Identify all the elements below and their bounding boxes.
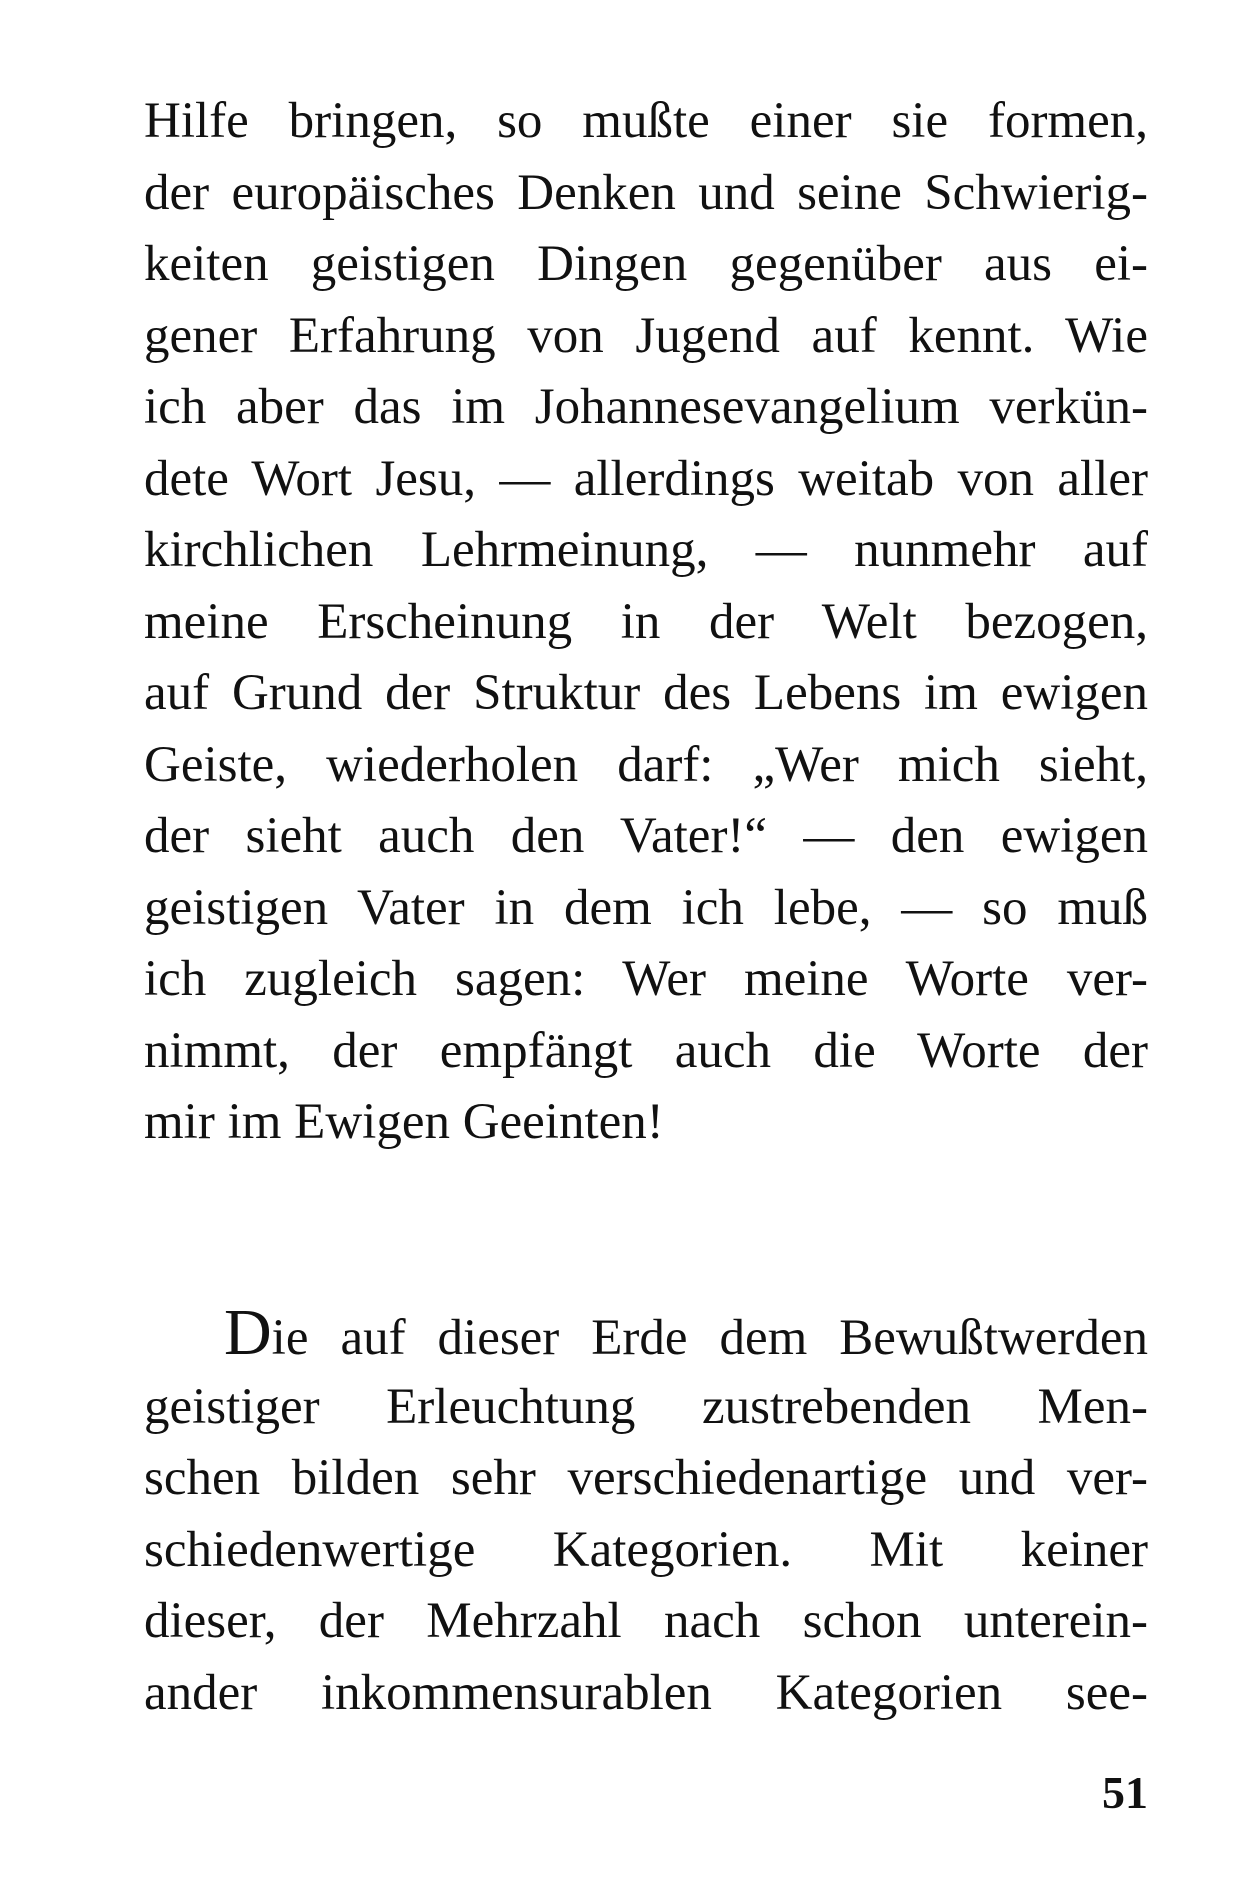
text-line: dieser, der Mehrzahl nach schon unterein- xyxy=(144,1593,1148,1649)
text-line: ich zugleich sagen: Wer meine Worte ver- xyxy=(144,951,1148,1007)
text-line: Hilfe bringen, so mußte einer sie formen, xyxy=(144,93,1148,149)
text-line: schiedenwertige Kategorien. Mit keiner xyxy=(144,1521,1148,1578)
text-line: kirchlichen Lehrmeinung, — nunmehr auf xyxy=(144,522,1148,578)
text-line: schen bilden sehr verschiedenartige und ver- xyxy=(144,1450,1148,1506)
text-line: gener Erfahrung von Jugend auf kennt. Wie xyxy=(144,307,1148,364)
text-line: geistiger Erleuchtung zustrebenden Men- xyxy=(144,1378,1148,1435)
text-line: der europäisches Denken und seine Schwierig- xyxy=(144,164,1148,221)
text-line: ander inkommensurablen Kategorien see- xyxy=(144,1664,1148,1721)
page-number: 51 xyxy=(1102,1767,1148,1818)
first-line-text: ie auf dieser Erde dem Bewußtwerden xyxy=(271,1310,1148,1366)
text-line: geistigen Vater in dem ich lebe, — so muß xyxy=(144,879,1148,936)
text-line: meine Erscheinung in der Welt bezogen, xyxy=(144,593,1148,650)
text-line: mir im Ewigen Geeinten! xyxy=(144,1094,664,1150)
text-line: dete Wort Jesu, — allerdings weitab von aller xyxy=(144,450,1148,507)
text-line-first xyxy=(144,1300,1148,1372)
text-line: nimmt, der empfängt auch die Worte der xyxy=(144,1022,1148,1079)
text-line: der sieht auch den Vater!“ — den ewigen xyxy=(144,808,1148,864)
text-line: auf Grund der Struktur des Lebens im ewigen xyxy=(144,665,1148,721)
paragraph-1 xyxy=(144,86,1148,1159)
text-line: keiten geistigen Dingen gegenüber aus ei- xyxy=(144,236,1148,292)
paragraph-2 xyxy=(144,1300,1148,1729)
text-line: ich aber das im Johannesevangelium verkün- xyxy=(144,379,1148,435)
initial-letter: D xyxy=(224,1300,272,1369)
text-line: Geiste, wiederholen darf: „Wer mich sieht, xyxy=(144,736,1148,793)
